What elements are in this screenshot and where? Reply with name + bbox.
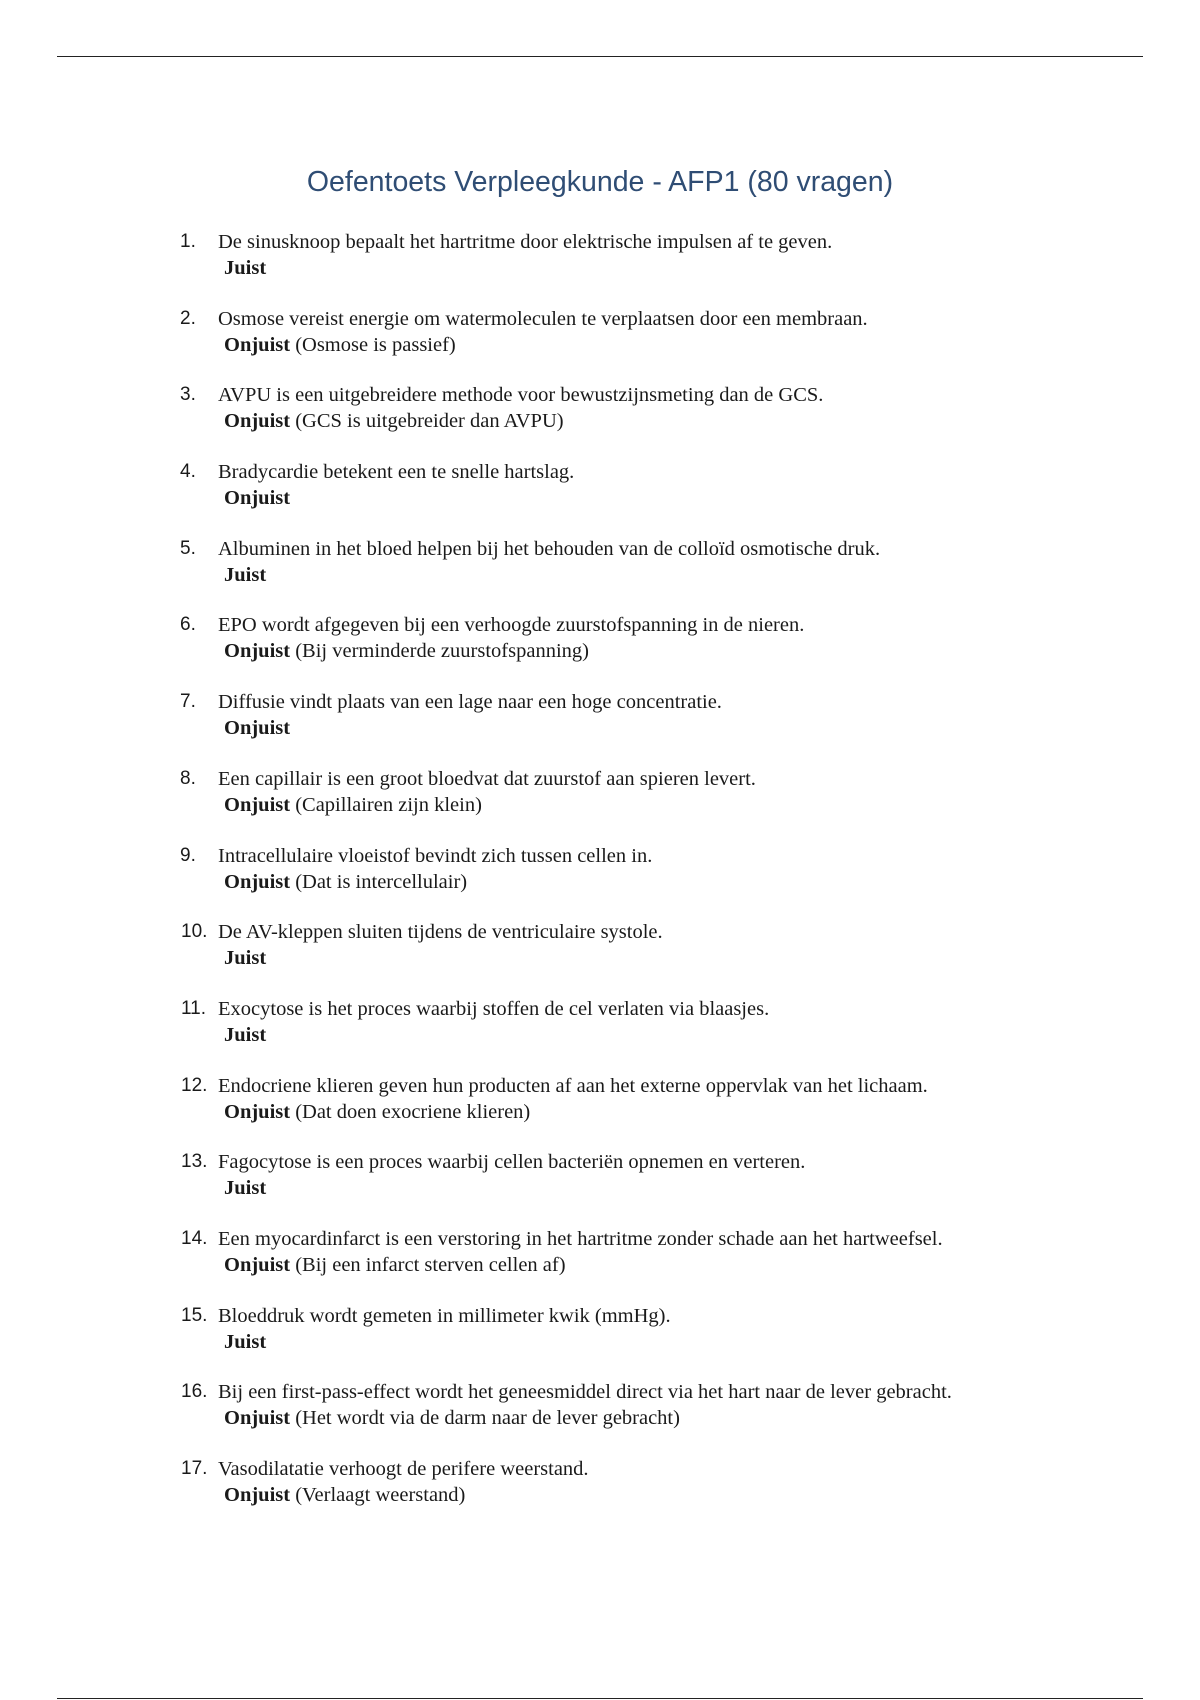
question-item [0, 1074, 1200, 1151]
question-item [0, 613, 1200, 690]
question-number: 12. [181, 1074, 208, 1096]
question-item [0, 844, 1200, 921]
answer-verdict: Onjuist [224, 870, 291, 893]
question-item [0, 307, 1200, 384]
answer-line [224, 716, 290, 740]
question-item [0, 1304, 1200, 1381]
answer-explanation: (Capillairen zijn klein) [295, 793, 482, 816]
bottom-rule [57, 1698, 1143, 1699]
question-number: 7. [180, 691, 196, 713]
answer-line [224, 1253, 566, 1277]
question-number: 14. [181, 1227, 208, 1249]
answer-explanation: (Bij een infarct sterven cellen af) [295, 1253, 566, 1276]
question-number: 2. [180, 307, 196, 329]
answer-verdict: Onjuist [224, 1100, 291, 1123]
answer-line [224, 409, 564, 433]
document-title: Oefentoets Verpleegkunde - AFP1 (80 vragen) [306, 166, 894, 198]
question-number: 15. [181, 1304, 208, 1326]
answer-line [224, 1406, 680, 1430]
question-text: Fagocytose is een proces waarbij cellen bacteriën opnemen en verteren. [218, 1151, 806, 1174]
answer-verdict: Juist [224, 563, 267, 586]
question-item [0, 1227, 1200, 1304]
question-number: 8. [180, 767, 196, 789]
answer-verdict: Juist [224, 1177, 267, 1200]
answer-line [224, 870, 467, 894]
question-item [0, 1380, 1200, 1457]
answer-verdict: Onjuist [224, 793, 291, 816]
answer-explanation: (GCS is uitgebreider dan AVPU) [295, 410, 564, 433]
question-number: 6. [180, 614, 196, 636]
question-number: 13. [181, 1151, 208, 1173]
answer-explanation: (Dat doen exocriene klieren) [295, 1100, 531, 1123]
question-text: Intracellulaire vloeistof bevindt zich tussen cellen in. [218, 844, 653, 867]
answer-line [224, 333, 456, 357]
question-number: 10. [181, 921, 208, 943]
question-text: AVPU is een uitgebreidere methode voor bewustzijnsmeting dan de GCS. [218, 384, 824, 407]
answer-line [224, 486, 290, 510]
question-text: Endocriene klieren geven hun producten af aan het externe oppervlak van het lichaam. [218, 1074, 928, 1097]
question-item [0, 1150, 1200, 1227]
question-number: 16. [181, 1381, 208, 1403]
question-item [0, 537, 1200, 614]
question-item [0, 997, 1200, 1074]
question-number: 9. [180, 844, 196, 866]
question-list [0, 230, 1200, 1534]
question-text: Osmose vereist energie om watermoleculen te verplaatsen door een membraan. [218, 307, 868, 330]
question-number: 5. [180, 537, 196, 559]
answer-explanation: (Verlaagt weerstand) [295, 1484, 466, 1506]
question-text: De sinusknoop bepaalt het hartritme door elektrische impulsen af te geven. [218, 231, 833, 253]
answer-line [224, 793, 482, 817]
question-text: Een capillair is een groot bloedvat dat zuurstof aan spieren levert. [218, 767, 756, 790]
question-item [0, 383, 1200, 460]
answer-verdict: Onjuist [224, 1407, 291, 1430]
question-text: Diffusie vindt plaats van een lage naar een hoge concentratie. [218, 691, 722, 714]
answer-line [224, 1176, 266, 1200]
question-item [0, 460, 1200, 537]
question-item [0, 1457, 1200, 1534]
top-rule [57, 56, 1143, 57]
question-number: 17. [181, 1458, 208, 1479]
question-text: Bij een first-pass-effect wordt het geneesmiddel direct via het hart naar de lever gebracht. [218, 1381, 952, 1404]
question-text: Bloeddruk wordt gemeten in millimeter kwik (mmHg). [218, 1304, 671, 1327]
answer-verdict: Juist [224, 1023, 267, 1046]
question-text: EPO wordt afgegeven bij een verhoogde zuurstofspanning in de nieren. [218, 614, 805, 637]
question-number: 4. [180, 461, 196, 483]
question-text: Bradycardie betekent een te snelle hartslag. [218, 461, 575, 484]
question-number: 3. [180, 384, 196, 406]
question-number: 11. [181, 997, 207, 1019]
answer-verdict: Juist [224, 947, 267, 970]
question-text: Een myocardinfarct is een verstoring in het hartritme zonder schade aan het hartweefsel. [218, 1227, 943, 1250]
question-item [0, 767, 1200, 844]
question-item [0, 230, 1200, 307]
question-item [0, 690, 1200, 767]
answer-verdict: Onjuist [224, 410, 291, 433]
answer-verdict: Onjuist [224, 487, 291, 510]
answer-explanation: (Het wordt via de darm naar de lever gebracht) [295, 1407, 680, 1430]
question-text: Vasodilatatie verhoogt de perifere weerstand. [218, 1458, 589, 1480]
answer-line [224, 1100, 530, 1124]
answer-line [224, 256, 266, 280]
answer-verdict: Juist [224, 1330, 267, 1353]
answer-verdict: Onjuist [224, 640, 291, 663]
answer-line [224, 1330, 266, 1354]
question-item [0, 920, 1200, 997]
question-text: De AV-kleppen sluiten tijdens de ventriculaire systole. [218, 921, 663, 944]
answer-explanation: (Osmose is passief) [295, 333, 456, 356]
answer-verdict: Juist [224, 257, 267, 279]
question-text: Exocytose is het proces waarbij stoffen de cel verlaten via blaasjes. [218, 997, 770, 1020]
question-text: Albuminen in het bloed helpen bij het behouden van de colloïd osmotische druk. [218, 537, 881, 560]
answer-line [224, 1483, 465, 1507]
answer-explanation: (Bij verminderde zuurstofspanning) [295, 640, 589, 663]
answer-verdict: Onjuist [224, 1253, 291, 1276]
answer-verdict: Onjuist [224, 333, 291, 356]
answer-verdict: Onjuist [224, 717, 291, 740]
answer-line [224, 639, 589, 663]
answer-explanation: (Dat is intercellulair) [295, 870, 468, 893]
answer-line [224, 563, 266, 587]
answer-verdict: Onjuist [224, 1484, 291, 1506]
question-number: 1. [180, 231, 196, 252]
answer-line [224, 946, 266, 970]
answer-line [224, 1023, 266, 1047]
